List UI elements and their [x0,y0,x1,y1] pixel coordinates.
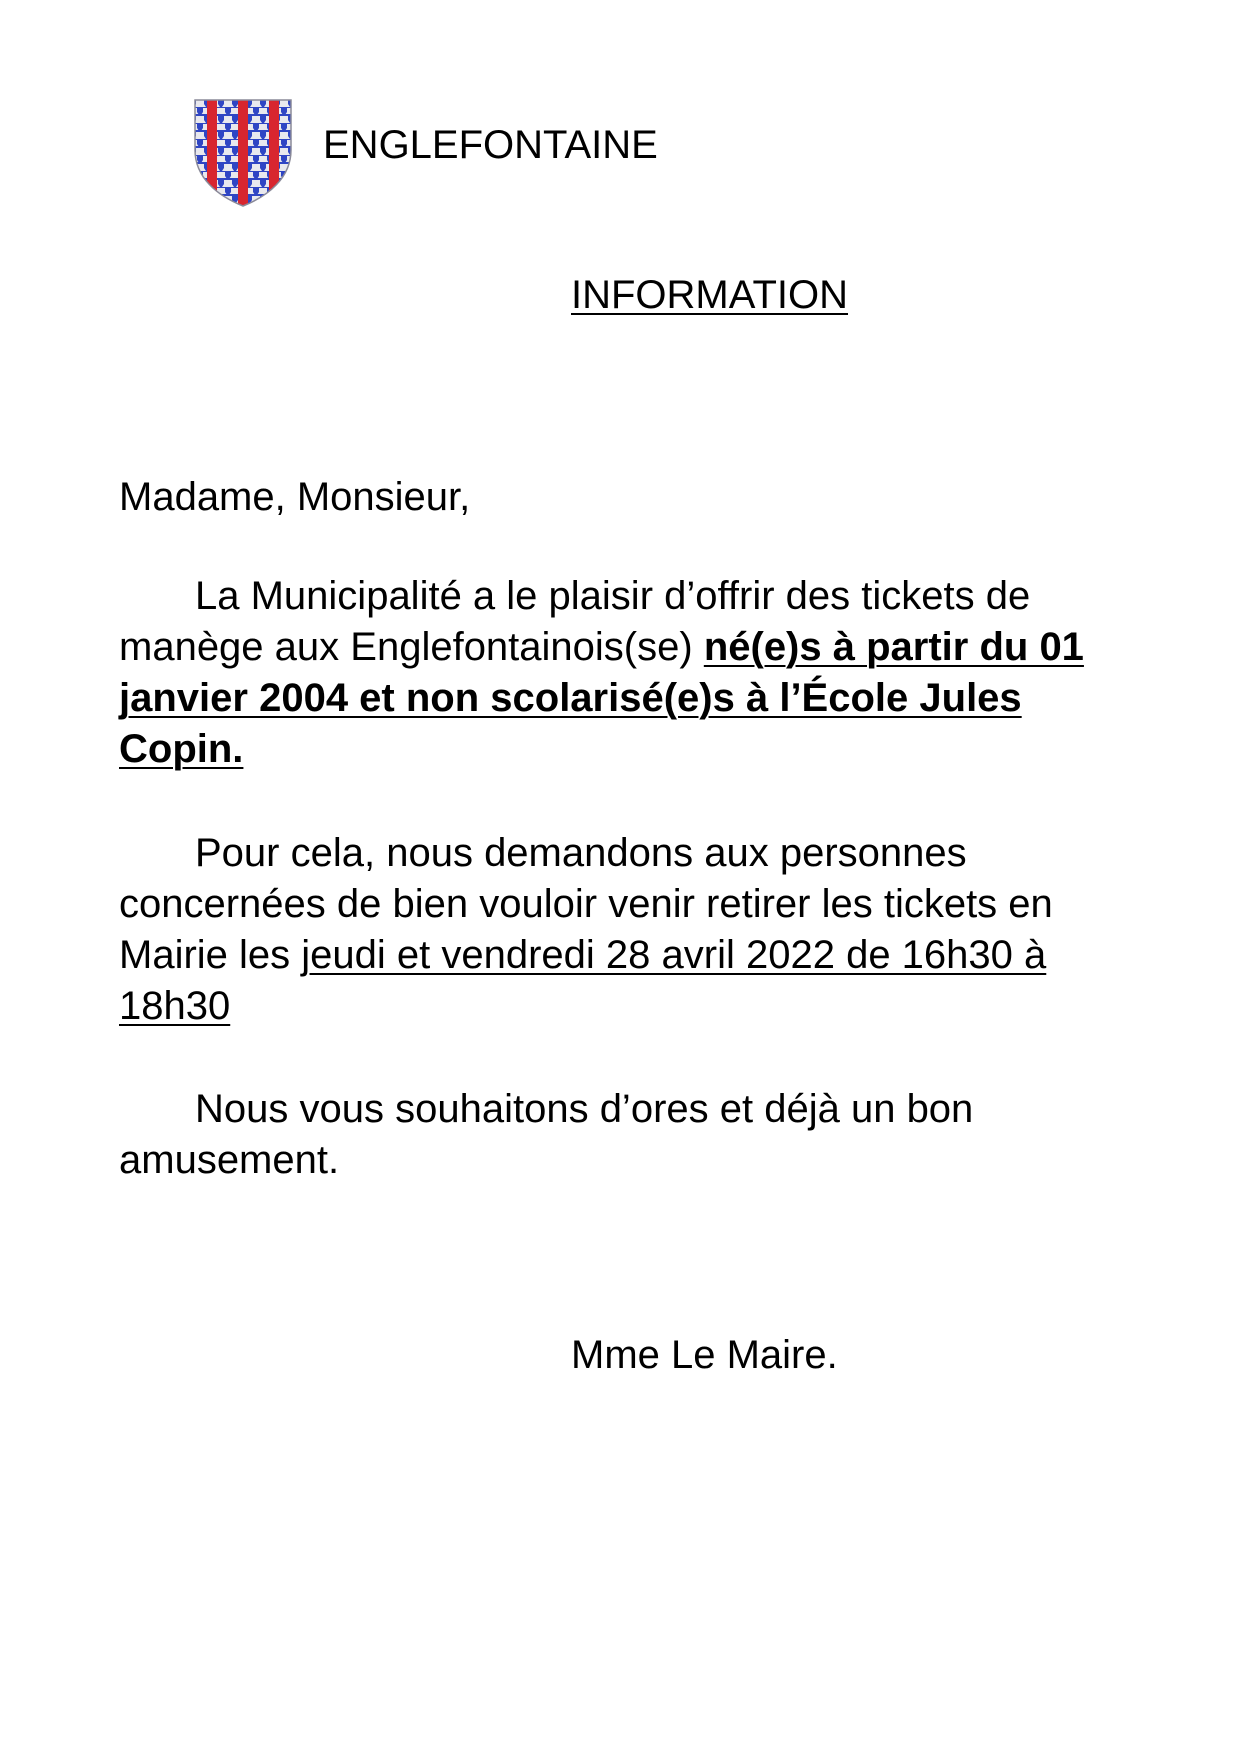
coat-of-arms-icon [193,98,293,208]
paragraph-offer [119,571,1139,775]
salutation: Madame, Monsieur, [119,475,471,519]
paragraph-pickup [119,828,1139,1032]
signature: Mme Le Maire. [571,1333,838,1377]
eligibility-emphasis: né(e)s à partir du 01 janvier 2004 et non scolarisé(e)s à l’École Jules Copin. [119,625,1084,771]
paragraph-closing-text: Nous vous souhaitons d’ores et déjà un bon amusement. [119,1087,974,1182]
document-title: INFORMATION [571,273,849,317]
pickup-date-emphasis: jeudi et vendredi 28 avril 2022 de 16h30 à 18h30 [119,933,1047,1028]
town-name: ENGLEFONTAINE [323,123,658,167]
paragraph-pickup-text: Pour cela, nous demandons aux personnes concernées de bien vouloir venir retirer les tickets en Mairie les [119,831,1053,977]
paragraph-closing [119,1084,1139,1186]
paragraph-offer-text: La Municipalité a le plaisir d’offrir des tickets de manège aux Englefontainois(se) [119,574,1031,669]
